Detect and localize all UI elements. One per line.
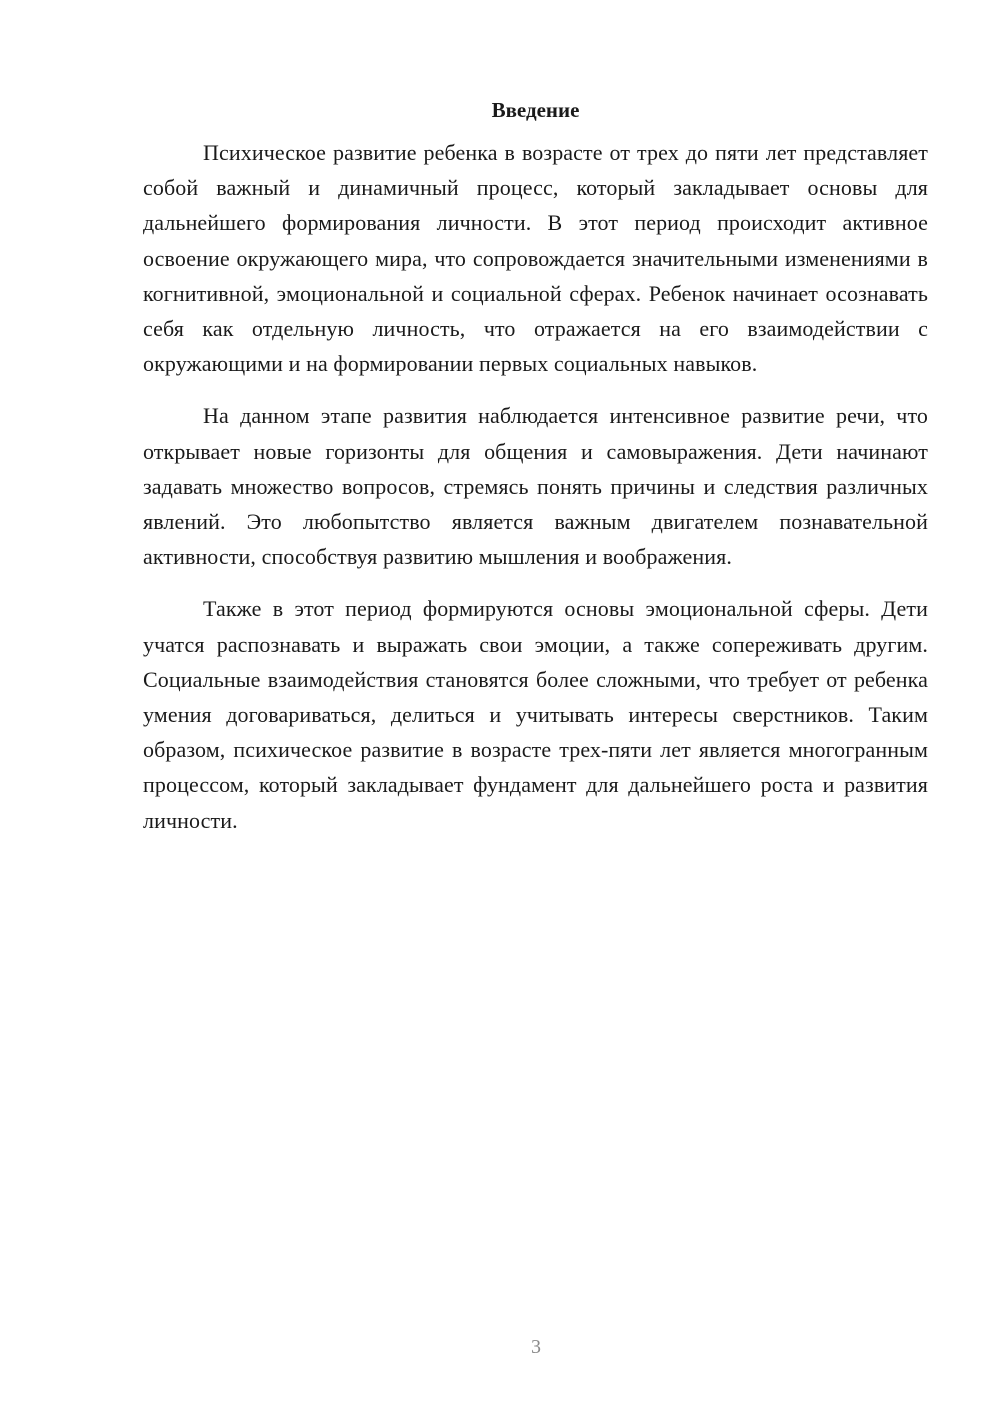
paragraph-1: Психическое развитие ребенка в возрасте от трех до пяти лет представляет собой важный и динамичный процесс, который закладывает основы для дальнейшего формирования личности. В этот период происходит активное освоение окружающего мира, что сопровождается значительными изменениями в когнитивной, эмоциональной и социальной сферах. Ребенок начинает осознавать себя как отдельную личность, что отражается на его взаимодействии с окружающими и на формировании первых социальных навыков. — [143, 140, 928, 377]
page-body — [143, 93, 928, 838]
section-heading: Введение — [491, 98, 580, 122]
paragraph-3: Также в этот период формируются основы эмоциональной сферы. Дети учатся распознавать и выражать свои эмоции, а также сопереживать другим. Социальные взаимодействия становятся более сложными, что требует от ребенка умения договариваться, делиться и учитывать интересы сверстников. Таким образом, психическое развитие в возрасте трех-пяти лет является многогранным процессом, который закладывает фундамент для дальнейшего роста и развития личности. — [143, 596, 928, 833]
page-number: 3 — [531, 1336, 541, 1358]
paragraph-2: На данном этапе развития наблюдается интенсивное развитие речи, что открывает новые горизонты для общения и самовыражения. Дети начинают задавать множество вопросов, стремясь понять причины и следствия различных явлений. Это любопытство является важным двигателем познавательной активности, способствуя развитию мышления и воображения. — [143, 403, 928, 570]
